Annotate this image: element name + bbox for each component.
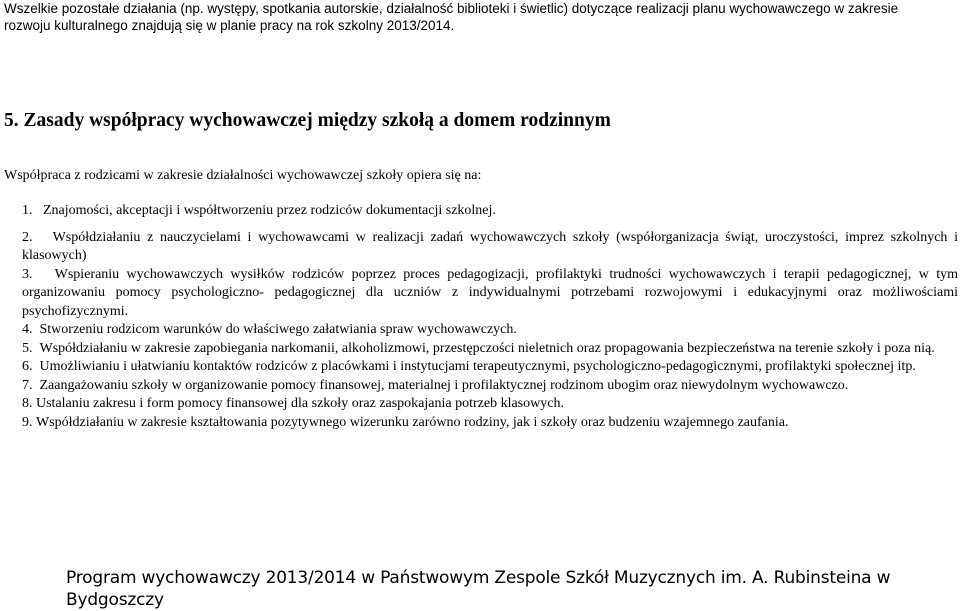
cooperation-list — [22, 202, 958, 432]
list-item-number: 3. — [22, 266, 33, 282]
list-item-number: 5. — [22, 340, 33, 356]
list-item — [22, 229, 958, 266]
lead-sentence: Współpraca z rodzicami w zakresie działalności wychowawczej szkoły opiera się na: — [4, 168, 482, 183]
list-item-number: 1. — [22, 203, 33, 218]
list-item-number: 2. — [22, 229, 33, 245]
list-item-text: Współdziałaniu z nauczycielami i wychowawcami w realizacji zadań wychowawczych szkoły (współorganizacja świąt, uroczystości, imprez szkolnych i klasowych) — [22, 229, 959, 263]
list-item-text: Stworzeniu rodzicom warunków do właściwego załatwiania spraw wychowawczych. — [39, 322, 517, 337]
list-item — [22, 377, 958, 396]
list-item — [22, 395, 958, 414]
list-item-number: 7. — [22, 377, 33, 393]
list-item-number: 6. — [22, 359, 33, 374]
list-item — [22, 202, 958, 221]
intro-line-2: rozwoju kulturalnego znajdują się w planie pracy na rok szkolny 2013/2014. — [4, 18, 455, 33]
list-item-text: Współdziałaniu w zakresie kształtowania pozytywnego wizerunku zarówno rodziny, jak i szkoły oraz budzeniu wzajemnego zaufania. — [36, 414, 789, 430]
list-item — [22, 414, 958, 433]
page-footer: Program wychowawczy 2013/2014 w Państwowym Zespole Szkół Muzycznych im. A. Rubinsteina w Bydgoszczy — [66, 568, 891, 610]
intro-line-1: Wszelkie pozostałe działania (np. występy, spotkania autorskie, działalność biblioteki i świetlic) dotyczące realizacji planu wychowawczego w zakresie — [4, 1, 899, 16]
list-item — [22, 266, 958, 322]
list-item-text: Umożliwianiu i ułatwianiu kontaktów rodziców z placówkami i instytucjami terapeutycznymi, psychologiczno-pedagogicznymi, profilaktyki społecznej itp. — [39, 359, 916, 374]
list-item — [22, 340, 958, 359]
list-item-number: 4. — [22, 322, 33, 337]
list-item-number: 9. — [22, 414, 33, 430]
section-heading: 5. Zasady współpracy wychowawczej między szkołą a domem rodzinnym — [4, 110, 611, 131]
list-item — [22, 358, 958, 377]
list-item-text: Wspieraniu wychowawczych wysiłków rodziców poprzez proces pedagogizacji, profilaktyki trudności wychowawczych i terapii pedagogicznej, w tym organizowaniu pomocy psychologiczno- pedagogicznej dla uczniów z indywidualnymi potrzebami rozwojowymi i edukacyjnymi oraz możliwościami psychofizycznymi. — [22, 266, 958, 319]
list-item-text: Współdziałaniu w zakresie zapobiegania narkomanii, alkoholizmowi, przestępczości nieletnich oraz propagowania bezpieczeństwa na terenie szkoły i poza nią. — [39, 340, 935, 356]
list-item-text: Zaangażowaniu szkoły w organizowanie pomocy finansowej, materialnej i profilaktycznej rodzinom ubogim oraz niewydolnym wychowawczo. — [39, 377, 849, 393]
list-item-text: Znajomości, akceptacji i współtworzeniu przez rodziców dokumentacji szkolnej. — [43, 203, 496, 218]
list-item-text: Ustalaniu zakresu i form pomocy finansowej dla szkoły oraz zaspokajania potrzeb klasowych. — [36, 396, 564, 411]
list-item-number: 8. — [22, 396, 33, 411]
list-item — [22, 321, 958, 340]
intro-paragraph — [4, 0, 954, 34]
